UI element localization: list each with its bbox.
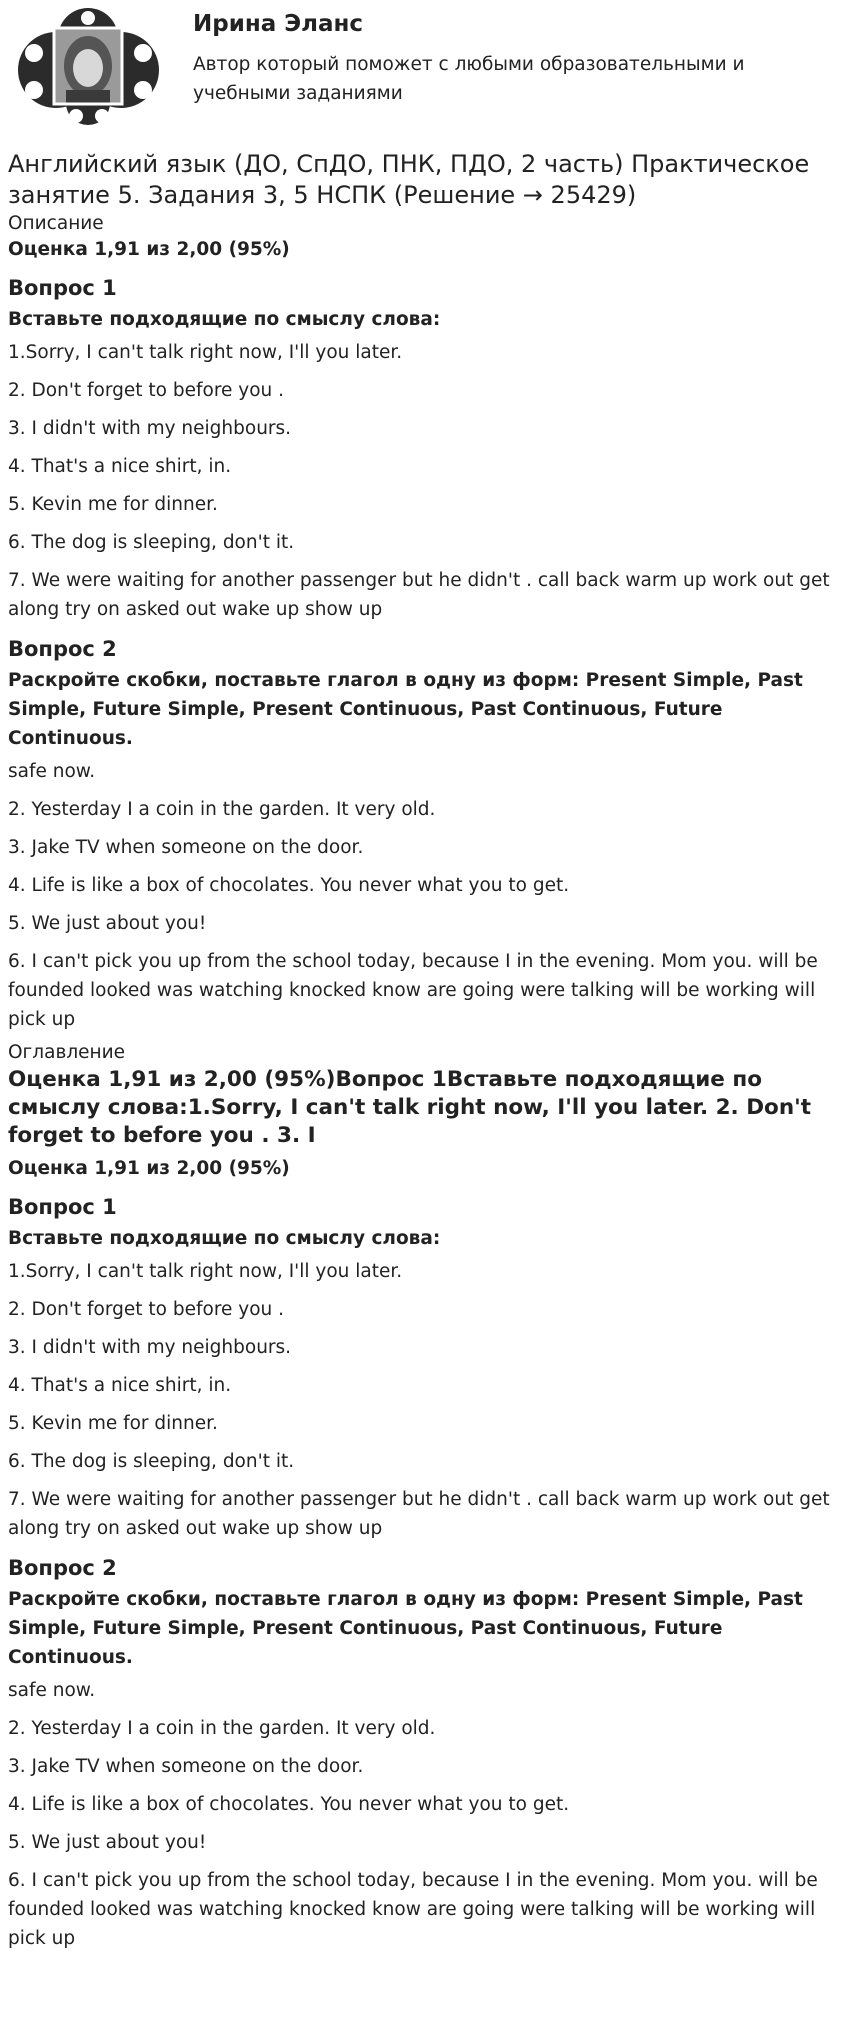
question-2-line: 3. Jake TV when someone on the door. — [8, 1756, 364, 1777]
question-1-instruction: Вставьте подходящие по смыслу слова: — [8, 1228, 441, 1249]
full-text-section — [8, 1156, 839, 1953]
question-2-line: 4. Life is like a box of chocolates. You never what you to get. — [8, 1794, 570, 1815]
question-2-title: Вопрос 2 — [8, 1556, 117, 1580]
question-1-line: 6. The dog is sleeping, don't it. — [8, 532, 295, 553]
question-1-instruction: Вставьте подходящие по смыслу слова: — [8, 309, 441, 330]
toc-excerpt: Оценка 1,91 из 2,00 (95%)Вопрос 1Вставьте подходящие по смыслу слова:1.Sorry, I can't talk right now, I'll you later. 2. Don't forget to before you . 3. I — [8, 1067, 811, 1148]
question-2-line: 6. I can't pick you up from the school today, because I in the evening. Mom you. will be founded looked was watching knocked know are going were talking will be working will pick up — [8, 951, 818, 1030]
question-1-title: Вопрос 1 — [8, 1195, 117, 1219]
question-2-line: safe now. — [8, 761, 96, 782]
author-name: Ирина Эланс — [193, 11, 364, 37]
question-2-line: safe now. — [8, 1680, 96, 1701]
question-1-title: Вопрос 1 — [8, 276, 117, 300]
question-1-line: 3. I didn't with my neighbours. — [8, 1337, 292, 1358]
question-2-instruction: Раскройте скобки, поставьте глагол в одну из форм: Present Simple, Past Simple, Future Simple, Present Continuous, Past Continuous, Future Continuous. — [8, 1589, 803, 1668]
question-1-line: 1.Sorry, I can't talk right now, I'll you later. — [8, 342, 403, 363]
question-1-line: 7. We were waiting for another passenger but he didn't . call back warm up work out get along try on asked out wake up show up — [8, 570, 830, 620]
question-2-line: 6. I can't pick you up from the school today, because I in the evening. Mom you. will be founded looked was watching knocked know are going were talking will be working will pick up — [8, 1870, 818, 1949]
score: Оценка 1,91 из 2,00 (95%) — [8, 239, 290, 260]
question-1-line: 4. That's a nice shirt, in. — [8, 1375, 232, 1396]
question-1-line: 5. Kevin me for dinner. — [8, 1413, 218, 1434]
question-2-line: 5. We just about you! — [8, 1832, 207, 1853]
question-1-line: 6. The dog is sleeping, don't it. — [8, 1451, 295, 1472]
question-1-line: 5. Kevin me for dinner. — [8, 494, 218, 515]
question-2-line: 5. We just about you! — [8, 913, 207, 934]
question-1-line: 2. Don't forget to before you . — [8, 380, 285, 401]
author-description: Автор который поможет с любыми образовательными и учебными заданиями — [193, 54, 745, 104]
description-label: Описание — [8, 213, 104, 234]
question-1-line: 1.Sorry, I can't talk right now, I'll you later. — [8, 1261, 403, 1282]
toc-label: Оглавление — [8, 1042, 126, 1063]
question-1-line: 7. We were waiting for another passenger but he didn't . call back warm up work out get along try on asked out wake up show up — [8, 1489, 830, 1539]
question-2-line: 2. Yesterday I a coin in the garden. It very old. — [8, 799, 436, 820]
question-2-line: 2. Yesterday I a coin in the garden. It very old. — [8, 1718, 436, 1739]
score: Оценка 1,91 из 2,00 (95%) — [8, 1158, 290, 1179]
question-2-line: 4. Life is like a box of chocolates. You never what you to get. — [8, 875, 570, 896]
description-section — [8, 237, 839, 1034]
question-2-line: 3. Jake TV when someone on the door. — [8, 837, 364, 858]
author-card — [8, 0, 839, 125]
page-title: Английский язык (ДО, СпДО, ПНК, ПДО, 2 часть) Практическое занятие 5. Задания 3, 5 НСПК (Решение → 25429) — [8, 150, 810, 209]
question-1-line: 2. Don't forget to before you . — [8, 1299, 285, 1320]
question-1-line: 3. I didn't with my neighbours. — [8, 418, 292, 439]
question-2-instruction: Раскройте скобки, поставьте глагол в одну из форм: Present Simple, Past Simple, Future Simple, Present Continuous, Past Continuous, Future Continuous. — [8, 670, 803, 749]
question-1-line: 4. That's a nice shirt, in. — [8, 456, 232, 477]
question-2-title: Вопрос 2 — [8, 637, 117, 661]
author-avatar — [16, 8, 161, 126]
